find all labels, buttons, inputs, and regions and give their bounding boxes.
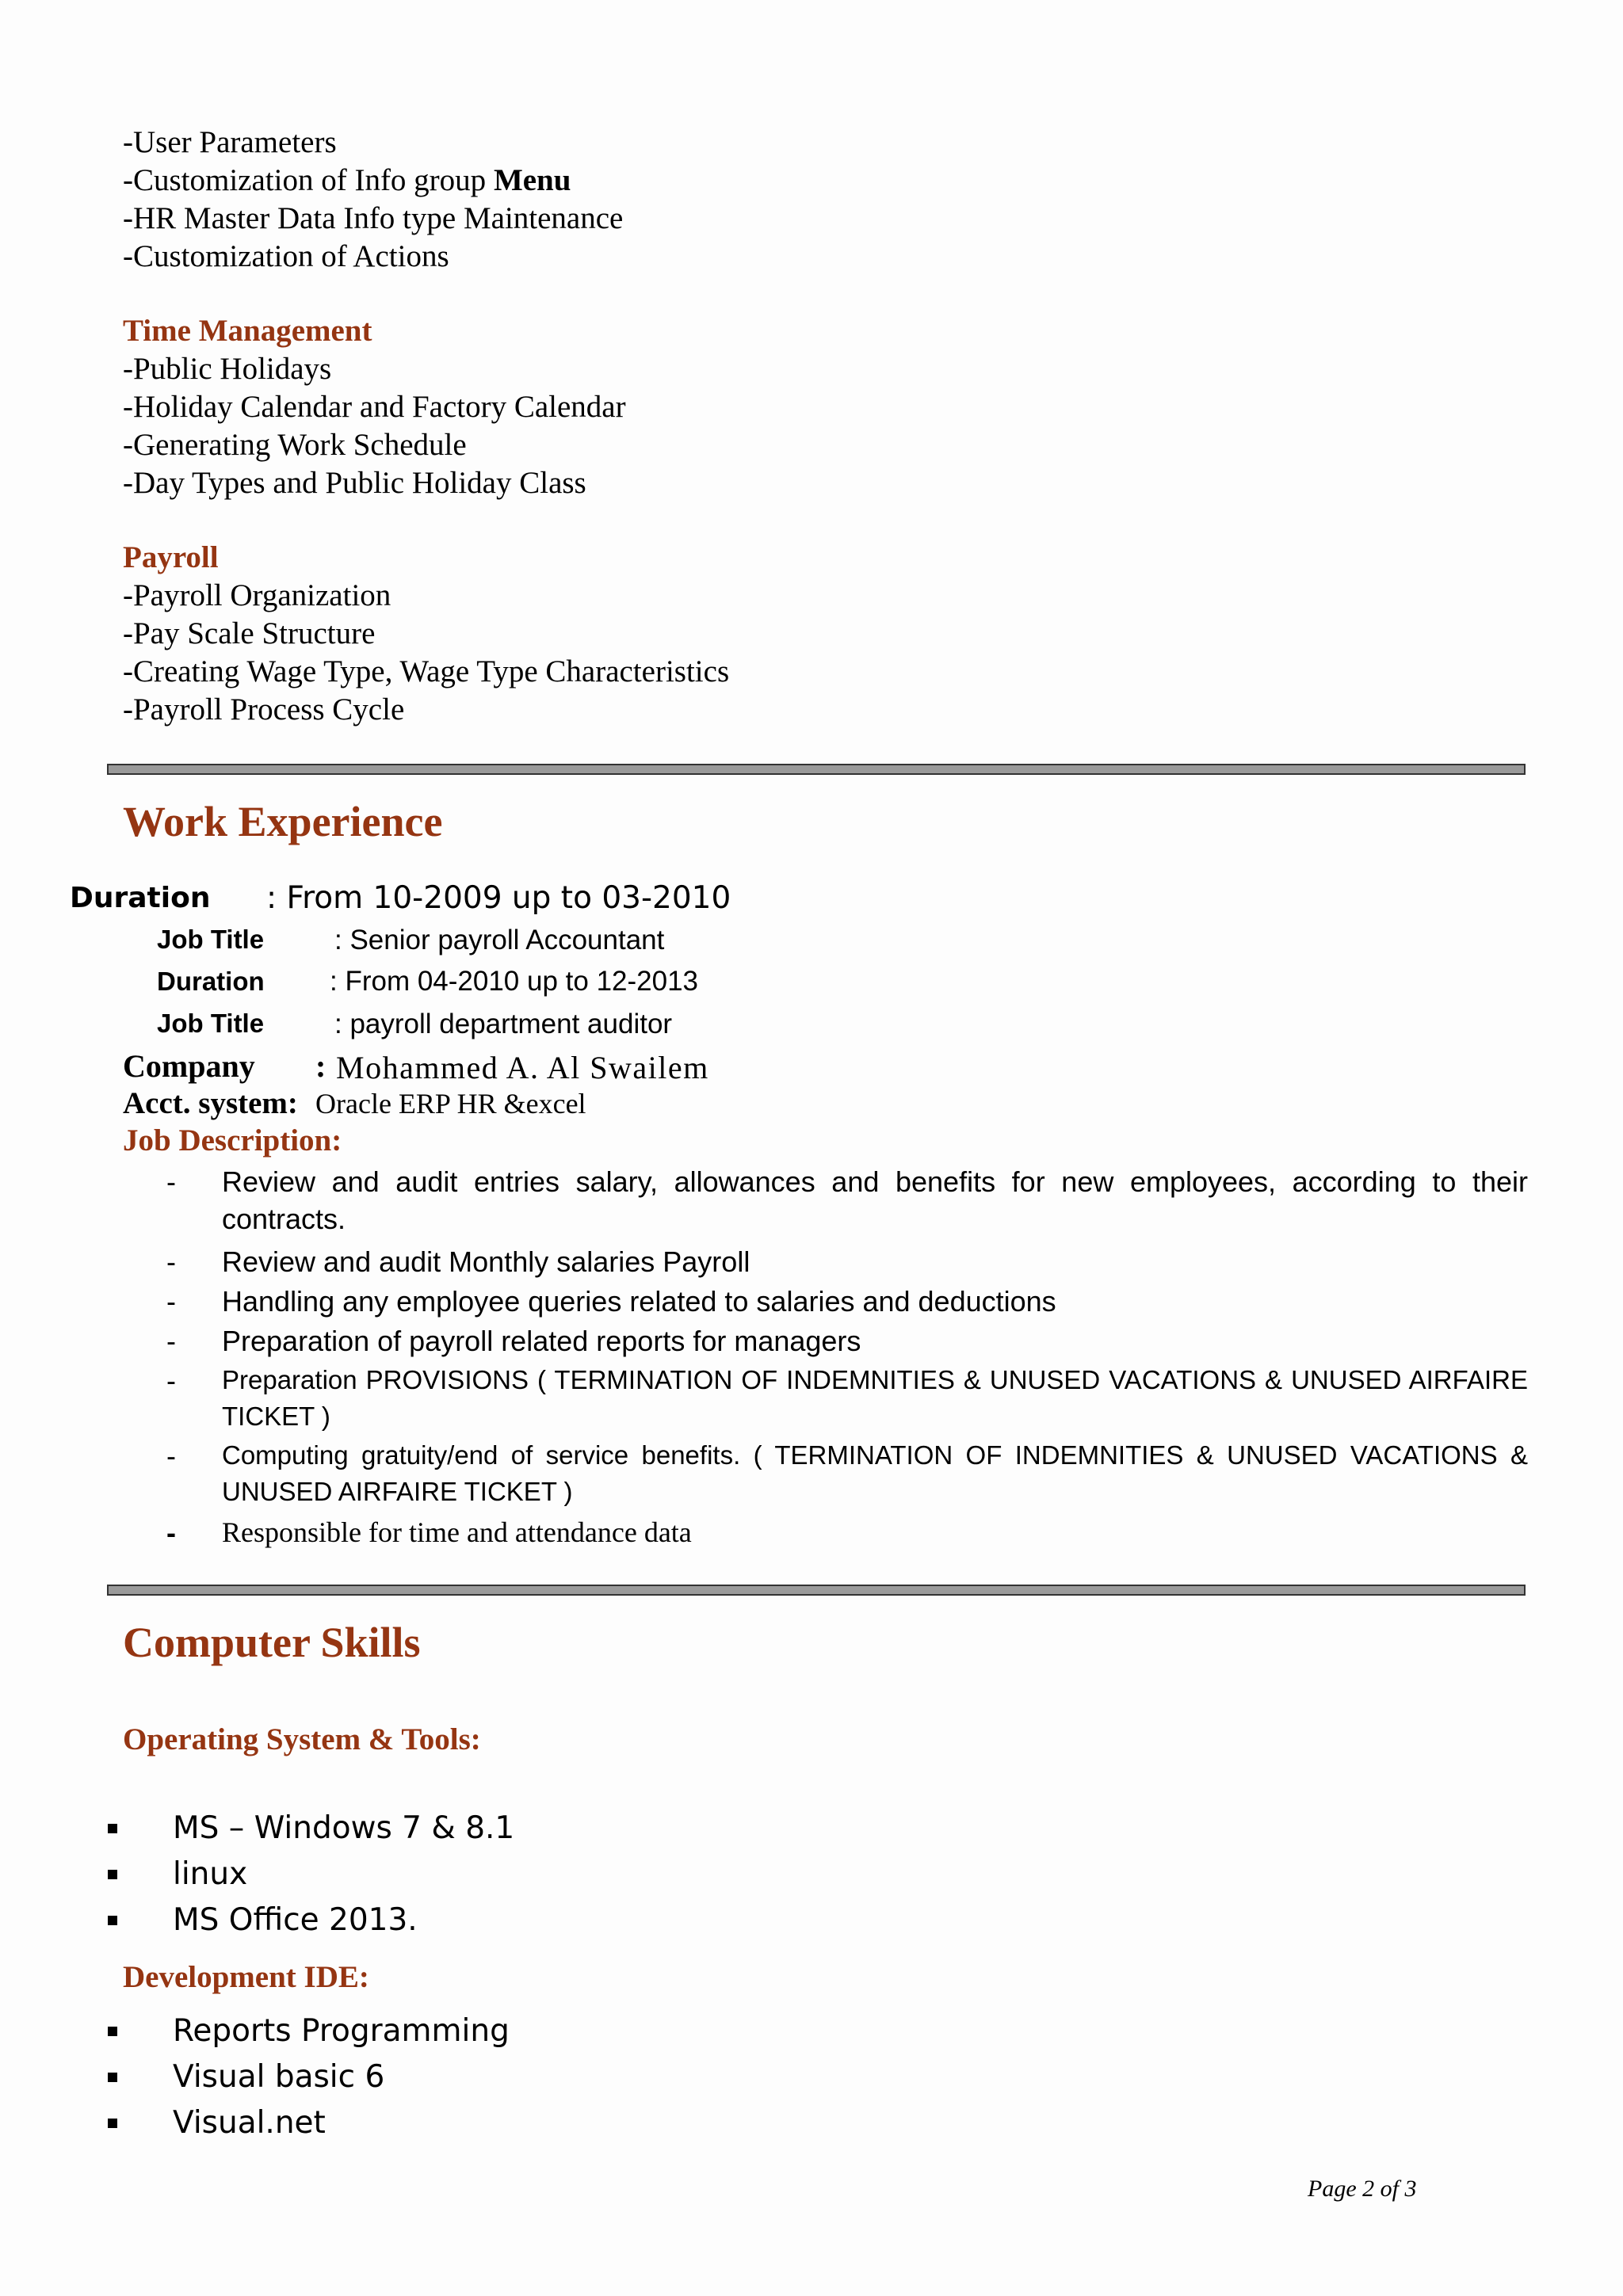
duration-1-label: Duration bbox=[70, 882, 211, 914]
intro-item-2-text: -Customization of Info group bbox=[123, 163, 494, 197]
intro-item-4: -Customization of Actions bbox=[123, 239, 449, 273]
ide-item-3: Visual.net bbox=[173, 2105, 326, 2141]
square-bullet-icon bbox=[108, 1824, 117, 1833]
page-number: Page 2 of 3 bbox=[1308, 2176, 1417, 2202]
jd-item-text: Preparation of payroll related reports for managers bbox=[222, 1325, 861, 1357]
job-title-2-label: Job Title bbox=[157, 1009, 265, 1038]
time-item-2: -Holiday Calendar and Factory Calendar bbox=[123, 390, 626, 424]
time-item-1: -Public Holidays bbox=[123, 352, 332, 386]
jd-item-dash: - bbox=[166, 1245, 176, 1278]
ide-item-2: Visual basic 6 bbox=[173, 2059, 385, 2095]
square-bullet-icon bbox=[108, 2073, 117, 2082]
square-bullet-icon bbox=[108, 1870, 117, 1879]
development-ide-heading: Development IDE: bbox=[123, 1960, 369, 1994]
job-title-1-label: Job Title bbox=[157, 925, 265, 954]
acct-system-value: Oracle ERP HR &excel bbox=[315, 1088, 586, 1119]
os-item-3: MS Office 2013. bbox=[173, 1902, 418, 1938]
jd-item-dash: - bbox=[166, 1285, 176, 1318]
time-item-3: -Generating Work Schedule bbox=[123, 428, 467, 462]
payroll-item-2: -Pay Scale Structure bbox=[123, 616, 376, 650]
intro-item-3: -HR Master Data Info type Maintenance bbox=[123, 201, 624, 235]
company-label: Company bbox=[123, 1048, 255, 1084]
jd-item-dash: - bbox=[166, 1440, 176, 1472]
jd-item-dash: - bbox=[166, 1325, 176, 1357]
duration-2-value: : From 04-2010 up to 12-2013 bbox=[330, 966, 699, 997]
payroll-heading: Payroll bbox=[123, 540, 219, 574]
duration-2-label: Duration bbox=[157, 967, 265, 996]
intro-item-1: -User Parameters bbox=[123, 125, 337, 159]
os-item-2: linux bbox=[173, 1856, 248, 1892]
jd-item-dash: - bbox=[166, 1364, 176, 1397]
intro-item-2-bold: Menu bbox=[493, 163, 571, 197]
jd-item-text: Computing gratuity/end of service benefits. ( TERMINATION OF INDEMNITIES & UNUSED VACATIONS & UNUSED AIRFAIRE TICKET ) bbox=[222, 1440, 1528, 1506]
section-divider-1 bbox=[107, 764, 1526, 775]
computer-skills-heading: Computer Skills bbox=[123, 1619, 421, 1666]
payroll-item-3: -Creating Wage Type, Wage Type Characteristics bbox=[123, 654, 730, 688]
jd-item-text: Review and audit entries salary, allowances and benefits for new employees, according to their contracts. bbox=[222, 1165, 1528, 1235]
payroll-item-1: -Payroll Organization bbox=[123, 578, 391, 612]
payroll-item-4: -Payroll Process Cycle bbox=[123, 692, 405, 727]
ide-item-1: Reports Programming bbox=[173, 2013, 510, 2049]
os-tools-heading: Operating System & Tools: bbox=[123, 1722, 481, 1756]
acct-system-label: Acct. system: bbox=[123, 1086, 298, 1120]
square-bullet-icon bbox=[108, 2027, 117, 2036]
jd-item-text: Handling any employee queries related to salaries and deductions bbox=[222, 1285, 1056, 1318]
section-divider-2 bbox=[107, 1585, 1526, 1596]
jd-item-text: Preparation PROVISIONS ( TERMINATION OF INDEMNITIES & UNUSED VACATIONS & UNUSED AIRFAIRE TICKET ) bbox=[222, 1365, 1528, 1431]
jd-item-dash: - bbox=[166, 1516, 176, 1549]
job-description-heading: Job Description: bbox=[123, 1123, 342, 1158]
job-title-1-value: : Senior payroll Accountant bbox=[334, 925, 665, 955]
square-bullet-icon bbox=[108, 2119, 117, 2128]
time-management-heading: Time Management bbox=[123, 314, 372, 348]
os-item-1: MS – Windows 7 & 8.1 bbox=[173, 1810, 515, 1846]
company-value: Mohammed A. Al Swailem bbox=[336, 1050, 709, 1085]
time-item-4: -Day Types and Public Holiday Class bbox=[123, 466, 586, 500]
jd-item-dash: - bbox=[166, 1165, 176, 1198]
duration-1-value: : From 10-2009 up to 03-2010 bbox=[266, 880, 731, 916]
company-colon: : bbox=[315, 1048, 327, 1084]
jd-item-text: Responsible for time and attendance data bbox=[222, 1516, 692, 1548]
work-experience-heading: Work Experience bbox=[123, 798, 443, 845]
job-title-2-value: : payroll department auditor bbox=[334, 1009, 673, 1039]
intro-item-2 bbox=[123, 165, 571, 196]
square-bullet-icon bbox=[108, 1916, 117, 1925]
jd-item-text: Review and audit Monthly salaries Payroll bbox=[222, 1245, 750, 1278]
